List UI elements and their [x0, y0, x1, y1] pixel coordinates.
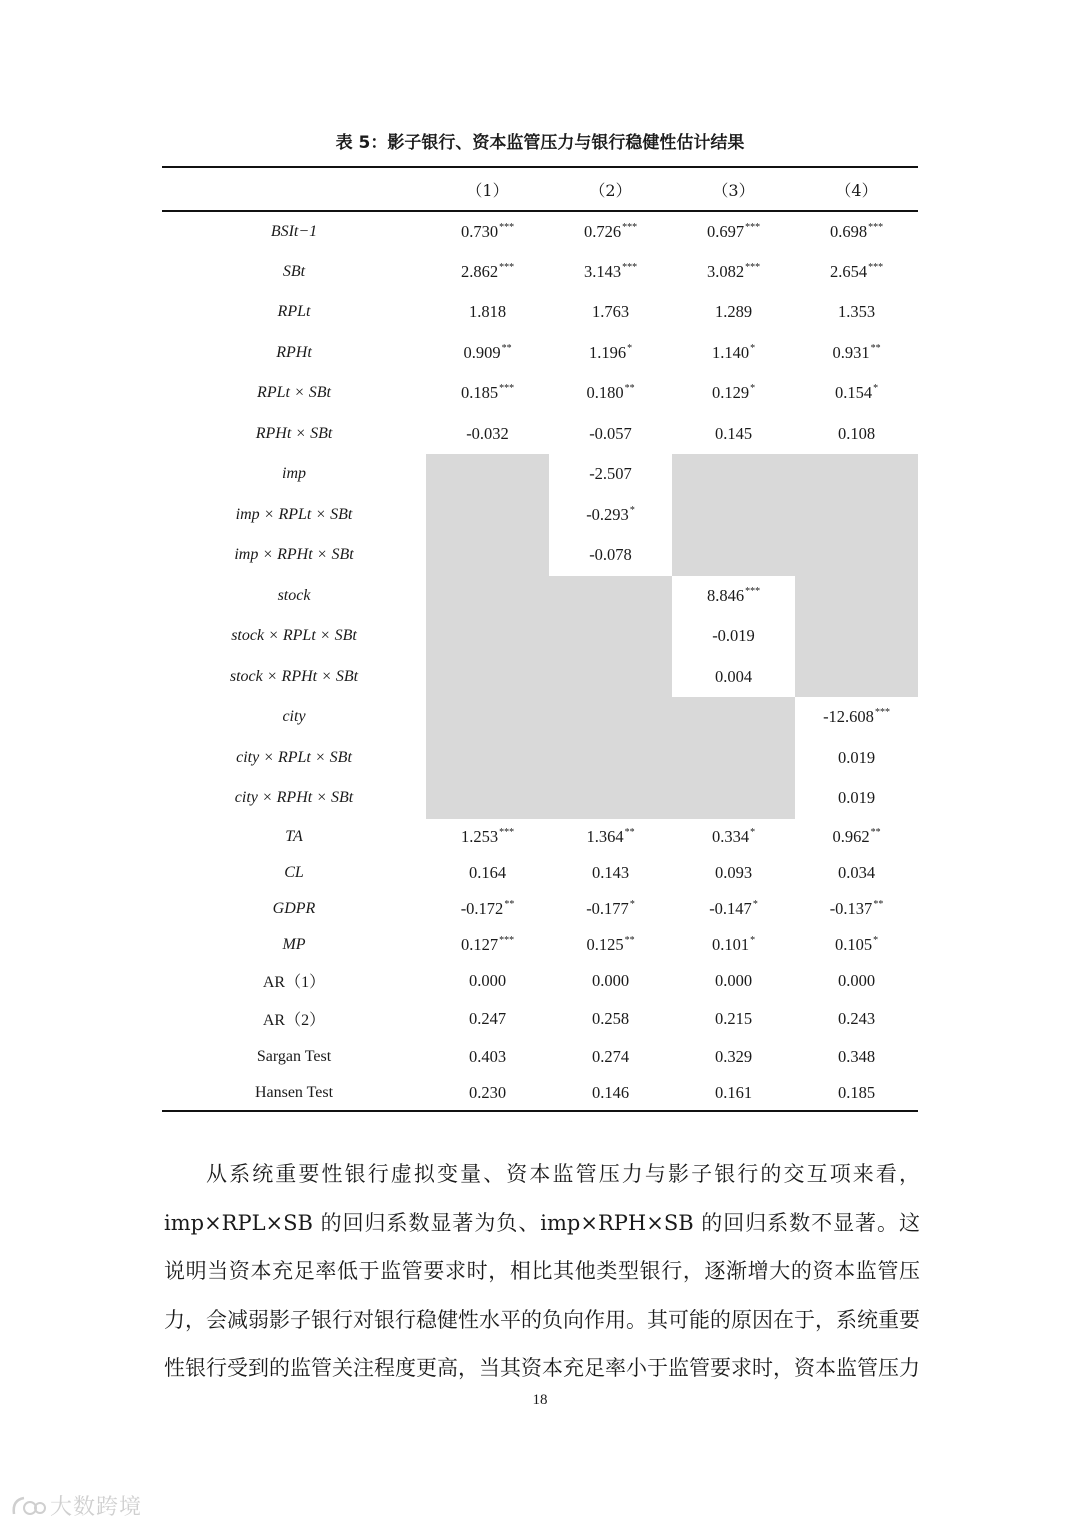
coefficient-value: 0.726	[583, 221, 622, 241]
coefficient-value: 0.274	[591, 1047, 630, 1066]
coefficient-value: 0.019	[837, 788, 876, 808]
significance-stars: ***	[745, 221, 761, 233]
coefficient-cell	[672, 963, 795, 999]
coefficient-value: 0.019	[837, 747, 876, 767]
coefficient-cell	[795, 252, 918, 293]
significance-stars: **	[873, 898, 884, 910]
coefficient-value: 1.364	[586, 826, 624, 846]
coefficient-value: 1.289	[714, 302, 753, 322]
row-label: SBt	[282, 262, 306, 280]
empty-shaded-cell	[426, 697, 549, 738]
coefficient-value: 0.108	[837, 423, 876, 443]
coefficient-cell	[672, 616, 795, 657]
empty-shaded-cell	[549, 657, 672, 698]
coefficient-value: 0.258	[591, 1008, 630, 1028]
coefficient-value: 0.101	[711, 934, 750, 954]
header-cell: （1）	[426, 167, 549, 211]
coefficient-value: 0.697	[706, 221, 745, 241]
coefficient-value: 0.127	[460, 934, 499, 954]
empty-shaded-cell	[672, 697, 795, 738]
coefficient-value: 0.146	[591, 1082, 630, 1102]
row-label: RPHt × SBt	[255, 424, 333, 442]
page-number: 18	[532, 1392, 548, 1408]
coefficient-value: 0.154	[834, 383, 873, 403]
empty-shaded-cell	[549, 576, 672, 617]
coefficient-cell	[672, 999, 795, 1040]
row-label: RPLt	[277, 303, 311, 321]
coefficient-value: -0.019	[712, 626, 755, 646]
coefficient-cell	[426, 373, 549, 414]
coefficient-cell	[795, 211, 918, 252]
coefficient-value: 0.125	[586, 934, 624, 954]
coefficient-value: 1.196	[588, 342, 627, 362]
row-label: AR（1）	[262, 974, 326, 991]
significance-stars: **	[504, 898, 515, 910]
coefficient-value: 8.846	[706, 585, 745, 605]
coefficient-cell	[672, 292, 795, 333]
coefficient-cell	[672, 1075, 795, 1111]
coefficient-value: 0.145	[714, 423, 753, 443]
significance-stars: *	[627, 342, 633, 354]
table-row	[162, 1075, 918, 1111]
significance-stars: **	[624, 383, 635, 395]
coefficient-cell	[549, 454, 672, 495]
coefficient-value: 0.962	[832, 826, 870, 846]
empty-shaded-cell	[426, 535, 549, 576]
header-cell	[162, 167, 426, 211]
table-row	[162, 778, 918, 819]
coefficient-cell	[426, 292, 549, 333]
coefficient-value: 0.000	[837, 970, 876, 990]
coefficient-value: 0.329	[714, 1047, 753, 1066]
empty-shaded-cell	[795, 576, 918, 617]
coefficient-value: 0.143	[591, 862, 630, 882]
significance-stars: ***	[745, 585, 761, 597]
row-label: AR（2）	[262, 1012, 326, 1030]
significance-stars: *	[629, 898, 635, 910]
significance-stars: **	[624, 934, 635, 946]
empty-shaded-cell	[549, 697, 672, 738]
coefficient-cell	[549, 1039, 672, 1075]
coefficient-cell	[549, 855, 672, 891]
coefficient-value: -2.507	[589, 464, 632, 484]
coefficient-cell	[795, 1039, 918, 1075]
watermark-text: 大数跨境	[50, 1495, 143, 1520]
significance-stars: ***	[499, 261, 515, 273]
coefficient-cell	[795, 697, 918, 738]
significance-stars: ***	[499, 221, 515, 233]
coefficient-value: 0.180	[586, 383, 624, 403]
coefficient-value: 1.140	[711, 342, 750, 362]
coefficient-cell	[549, 963, 672, 999]
coefficient-cell	[795, 373, 918, 414]
table-row	[162, 211, 918, 252]
coefficient-value: -0.137	[829, 898, 873, 918]
table-row	[162, 616, 918, 657]
row-label: CL	[284, 863, 304, 881]
coefficient-value: 0.034	[837, 862, 876, 882]
row-label: BSIt−1	[270, 222, 318, 240]
empty-shaded-cell	[549, 778, 672, 819]
coefficient-value: -0.177	[586, 898, 629, 918]
coefficient-cell	[426, 963, 549, 999]
empty-shaded-cell	[549, 616, 672, 657]
coefficient-cell	[426, 414, 549, 455]
coefficient-value: 0.403	[468, 1047, 507, 1066]
row-label: TA	[285, 827, 303, 845]
coefficient-value: -0.078	[589, 545, 632, 565]
significance-stars: **	[501, 342, 512, 354]
table-row	[162, 252, 918, 293]
table-row	[162, 1039, 918, 1075]
row-label: imp	[282, 465, 306, 483]
significance-stars: *	[629, 504, 635, 516]
coefficient-cell	[549, 999, 672, 1040]
table-row	[162, 495, 918, 536]
watermark	[10, 1490, 142, 1521]
coefficient-cell	[672, 414, 795, 455]
empty-shaded-cell	[672, 778, 795, 819]
significance-stars: *	[750, 342, 756, 354]
coefficient-value: 3.082	[706, 261, 745, 281]
table-row	[162, 927, 918, 963]
row-label: GDPR	[272, 899, 316, 917]
coefficient-cell	[672, 855, 795, 891]
significance-stars: *	[873, 934, 879, 946]
empty-shaded-cell	[795, 454, 918, 495]
coefficient-cell	[672, 333, 795, 374]
significance-stars: *	[752, 898, 758, 910]
coefficient-cell	[426, 891, 549, 927]
coefficient-value: -0.293	[586, 504, 629, 524]
coefficient-cell	[549, 535, 672, 576]
table-body	[162, 211, 918, 1111]
coefficient-cell	[795, 927, 918, 963]
empty-shaded-cell	[795, 616, 918, 657]
coefficient-value: 0.730	[460, 221, 499, 241]
coefficient-value: 0.931	[832, 342, 870, 362]
coefficient-value: -0.172	[460, 898, 504, 918]
significance-stars: ***	[874, 707, 890, 719]
coefficient-value: 0.909	[463, 342, 501, 362]
coefficient-value: 0.129	[711, 383, 750, 403]
coefficient-cell	[795, 778, 918, 819]
empty-shaded-cell	[426, 454, 549, 495]
row-label: city	[282, 708, 306, 726]
significance-stars: ***	[499, 383, 515, 395]
coefficient-cell	[549, 1075, 672, 1111]
row-label: stock × RPHt × SBt	[229, 667, 359, 685]
coefficient-value: 0.161	[714, 1082, 753, 1102]
empty-shaded-cell	[795, 495, 918, 536]
coefficient-value: -12.608	[823, 707, 874, 727]
row-label: stock	[277, 586, 311, 604]
significance-stars: *	[750, 826, 756, 838]
coefficient-value: 0.093	[714, 862, 753, 882]
coefficient-cell	[795, 1075, 918, 1111]
empty-shaded-cell	[426, 495, 549, 536]
row-label: RPHt	[276, 343, 312, 361]
coefficient-cell	[549, 891, 672, 927]
row-label: Hansen Test	[162, 1075, 426, 1111]
coefficient-value: 1.353	[837, 302, 876, 322]
coefficient-cell	[795, 855, 918, 891]
coefficient-cell	[426, 333, 549, 374]
coefficient-cell	[549, 819, 672, 855]
coefficient-cell	[549, 292, 672, 333]
coefficient-cell	[672, 373, 795, 414]
coefficient-cell	[549, 927, 672, 963]
coefficient-value: 3.143	[583, 261, 622, 281]
empty-shaded-cell	[426, 778, 549, 819]
coefficient-value: 0.185	[837, 1082, 876, 1102]
coefficient-value: -0.057	[589, 423, 632, 443]
coefficient-value: 2.654	[829, 261, 868, 281]
coefficient-value: -0.147	[709, 898, 752, 918]
empty-shaded-cell	[549, 738, 672, 779]
coefficient-cell	[672, 927, 795, 963]
significance-stars: ***	[622, 221, 638, 233]
coefficient-cell	[795, 738, 918, 779]
coefficient-cell	[549, 252, 672, 293]
significance-stars: **	[624, 826, 635, 838]
row-label: RPLt × SBt	[257, 384, 331, 402]
coefficient-cell	[426, 999, 549, 1040]
coefficient-value: 0.105	[834, 934, 873, 954]
table-row	[162, 333, 918, 374]
coefficient-cell	[549, 211, 672, 252]
table-row	[162, 576, 918, 617]
coefficient-cell	[795, 891, 918, 927]
row-label: Sargan Test	[256, 1048, 332, 1065]
coefficient-cell	[426, 927, 549, 963]
significance-stars: **	[870, 342, 881, 354]
coefficient-cell	[795, 333, 918, 374]
coefficient-value: 0.698	[829, 221, 868, 241]
row-label: imp × RPHt × SBt	[234, 546, 354, 564]
table-row	[162, 414, 918, 455]
coefficient-cell	[795, 292, 918, 333]
significance-stars: *	[750, 383, 756, 395]
table-row	[162, 373, 918, 414]
table-row	[162, 819, 918, 855]
body-text	[164, 1150, 920, 1393]
coefficient-value: 0.000	[591, 970, 630, 990]
coefficient-cell	[672, 1039, 795, 1075]
coefficient-value: 0.230	[468, 1082, 507, 1102]
coefficient-cell	[672, 657, 795, 698]
table-row	[162, 535, 918, 576]
coefficient-value: 1.253	[460, 826, 499, 846]
row-label: city × RPLt × SBt	[236, 748, 352, 766]
coefficient-cell	[795, 819, 918, 855]
table-row	[162, 738, 918, 779]
significance-stars: *	[750, 934, 756, 946]
coefficient-value: 0.334	[711, 826, 750, 846]
table-row	[162, 292, 918, 333]
coefficient-value: 2.862	[460, 261, 499, 281]
significance-stars: ***	[499, 826, 515, 838]
coefficient-cell	[426, 211, 549, 252]
coefficient-cell	[549, 414, 672, 455]
table-row	[162, 963, 918, 999]
coefficient-cell	[426, 855, 549, 891]
coefficient-cell	[672, 576, 795, 617]
empty-shaded-cell	[426, 576, 549, 617]
coefficient-cell	[426, 252, 549, 293]
coefficient-value: 1.818	[468, 302, 507, 322]
empty-shaded-cell	[426, 738, 549, 779]
coefficient-cell	[426, 1075, 549, 1111]
coefficient-cell	[549, 495, 672, 536]
significance-stars: ***	[868, 261, 884, 273]
coefficient-cell	[426, 819, 549, 855]
row-label: MP	[282, 935, 306, 953]
coefficient-cell	[795, 414, 918, 455]
table-caption: 表 5：影子银行、资本监管压力与银行稳健性估计结果	[335, 133, 745, 153]
significance-stars: *	[873, 383, 879, 395]
empty-shaded-cell	[672, 535, 795, 576]
table-row	[162, 855, 918, 891]
row-label: stock × RPLt × SBt	[231, 627, 357, 645]
coefficient-value: 0.004	[714, 666, 753, 686]
table-row	[162, 999, 918, 1040]
coefficient-cell	[672, 891, 795, 927]
watermark-logo-icon	[10, 1494, 46, 1520]
empty-shaded-cell	[426, 657, 549, 698]
significance-stars: ***	[745, 261, 761, 273]
coefficient-value: 0.164	[468, 862, 507, 882]
coefficient-cell	[549, 373, 672, 414]
coefficient-cell	[672, 819, 795, 855]
coefficient-cell	[672, 211, 795, 252]
empty-shaded-cell	[426, 616, 549, 657]
empty-shaded-cell	[672, 495, 795, 536]
significance-stars: ***	[622, 261, 638, 273]
significance-stars: **	[870, 826, 881, 838]
empty-shaded-cell	[795, 535, 918, 576]
coefficient-value: 1.763	[591, 302, 630, 322]
empty-shaded-cell	[795, 657, 918, 698]
header-cell: （4）	[795, 167, 918, 211]
significance-stars: ***	[499, 934, 515, 946]
empty-shaded-cell	[672, 454, 795, 495]
coefficient-cell	[795, 999, 918, 1040]
table-row	[162, 697, 918, 738]
header-cell: （3）	[672, 167, 795, 211]
coefficient-value: -0.032	[466, 423, 509, 443]
coefficient-value: 0.000	[468, 970, 507, 990]
coefficient-cell	[426, 1039, 549, 1075]
coefficient-value: 0.000	[714, 970, 753, 990]
regression-table	[162, 166, 918, 1112]
body-paragraph: 从系统重要性银行虚拟变量、资本监管压力与影子银行的交互项来看，imp×RPL×SB 的回归系数显著为负、imp×RPH×SB 的回归系数不显著。这说明当资本充足率低于监管要求时，相比其他类型银行，逐渐增大的资本监管压力，会减弱影子银行对银行稳健性水平的负向作用。其可能的原因在于，系统重要性银行受到的监管关注程度更高，当其资本充足率小于监管要求时，资本监管压力	[164, 1162, 920, 1380]
row-label: imp × RPLt × SBt	[235, 505, 353, 523]
coefficient-value: 0.243	[837, 1008, 876, 1028]
significance-stars: ***	[868, 221, 884, 233]
coefficient-value: 0.215	[714, 1008, 753, 1028]
header-cell: （2）	[549, 167, 672, 211]
coefficient-cell	[795, 963, 918, 999]
table-row	[162, 657, 918, 698]
coefficient-value: 0.247	[468, 1008, 507, 1028]
empty-shaded-cell	[672, 738, 795, 779]
coefficient-value: 0.185	[460, 383, 499, 403]
table-row	[162, 891, 918, 927]
table-header-row	[162, 167, 918, 211]
table-row	[162, 454, 918, 495]
coefficient-cell	[549, 333, 672, 374]
coefficient-value: 0.348	[837, 1047, 876, 1066]
coefficient-cell	[672, 252, 795, 293]
row-label: city × RPHt × SBt	[234, 789, 354, 807]
